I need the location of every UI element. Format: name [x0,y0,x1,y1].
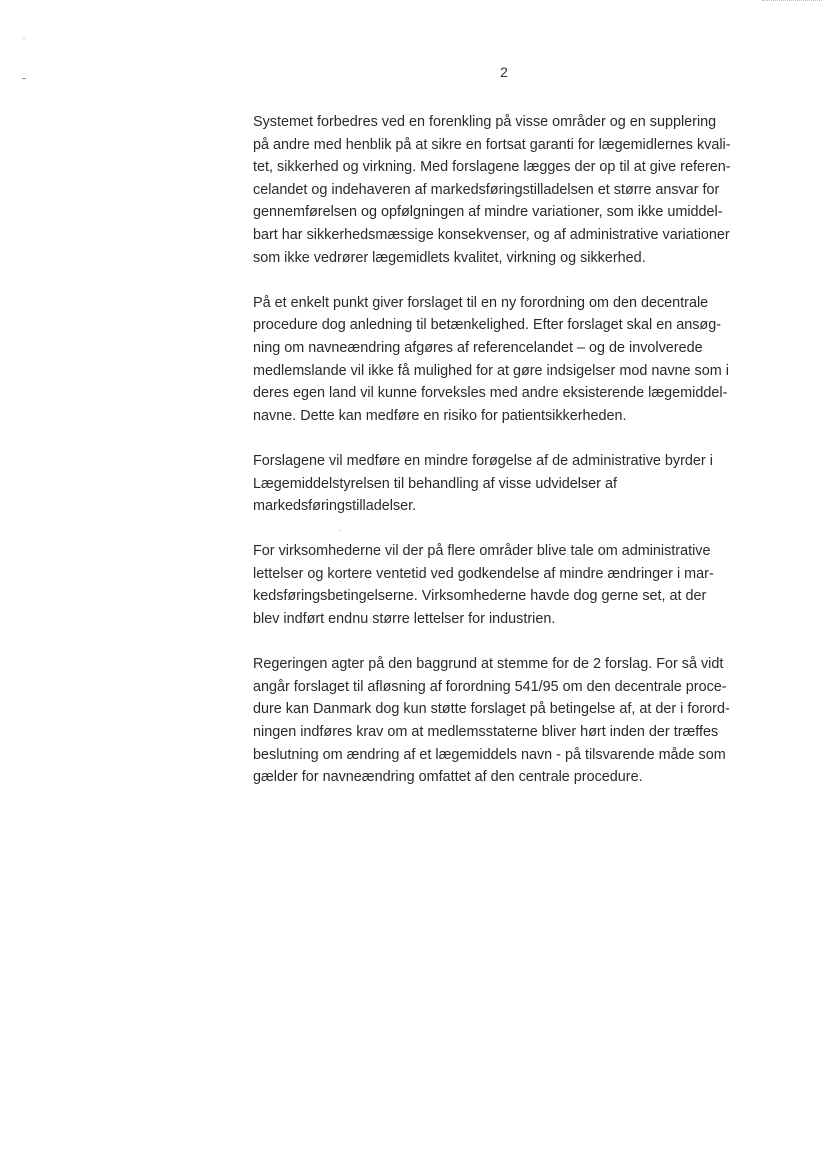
text-line: blev indført endnu større lettelser for industrien. [253,611,556,628]
scan-margin-mark [22,38,26,39]
text-line: gennemførelsen og opfølgningen af mindre variationer, som ikke umiddel- [253,204,723,221]
text-line: markedsføringstilladelser. [253,498,417,515]
text-line: For virksomhederne vil der på flere områder blive tale om administrative [253,543,711,560]
scan-artifact-dots [762,0,822,3]
text-line: beslutning om ændring af et lægemiddels navn - på tilsvarende måde som [253,746,726,763]
paragraph-3 [253,450,759,518]
text-line: celandet og indehaveren af markedsføringstilladelsen et større ansvar for [253,181,720,198]
text-line: gælder for navneændring omfattet af den centrale procedure. [253,769,643,786]
text-line: Systemet forbedres ved en forenkling på visse områder og en supplering [253,114,717,130]
text-line: kedsføringsbetingelserne. Virksomhederne havde dog gerne set, at der [253,588,707,605]
paragraph-2 [253,292,759,428]
text-line: ning om navneændring afgøres af referencelandet – og de involverede [253,339,703,356]
text-line: På et enkelt punkt giver forslaget til en ny forordning om den decentrale [253,294,709,311]
text-line: lettelser og kortere ventetid ved godkendelse af mindre ændringer i mar- [253,565,714,582]
text-line: som ikke vedrører lægemidlets kvalitet, virkning og sikkerhed. [253,249,646,266]
text-line: medlemslande vil ikke få mulighed for at gøre indsigelser mod navne som i [253,362,729,379]
text-line: dure kan Danmark dog kun støtte forslaget på betingelse af, at der i forord- [253,701,730,718]
text-line: navne. Dette kan medføre en risiko for patientsikkerheden. [253,407,627,424]
text-line: deres egen land vil kunne forveksles med andre eksisterende lægemiddel- [253,385,728,402]
paragraph-5 [253,653,759,789]
text-line: tet, sikkerhed og virkning. Med forslagene lægges der op til at give referen- [253,159,731,176]
document-body [253,111,759,811]
text-line: Regeringen agter på den baggrund at stemme for de 2 forslag. For så vidt [253,656,724,673]
text-line: procedure dog anledning til betænkelighed. Efter forslaget skal en ansøg- [253,317,721,334]
text-line: bart har sikkerhedsmæssige konsekvenser, og af administrative variationer [253,226,730,243]
text-line: angår forslaget til afløsning af forordning 541/95 om den decentrale proce- [253,678,727,695]
page-number: 2 [500,64,508,80]
text-line: Forslagene vil medføre en mindre forøgelse af de administrative byrder i [253,452,713,469]
paragraph-1 [253,111,759,269]
text-line: på andre med henblik på at sikre en fortsat garanti for lægemidlernes kvali- [253,136,731,153]
text-line: Lægemiddelstyrelsen til behandling af visse udvidelser af [253,475,617,492]
paragraph-4 [253,540,759,630]
text-line: ningen indføres krav om at medlemsstaterne bliver hørt inden der træffes [253,724,719,741]
